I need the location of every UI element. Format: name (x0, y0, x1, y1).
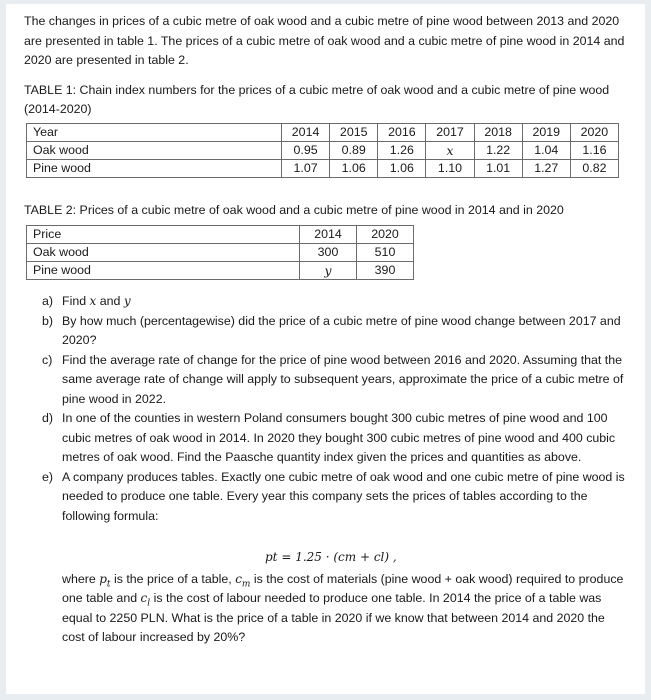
table-cell: 510 (357, 244, 414, 262)
math-variable: $p_t$ (99, 571, 111, 589)
table-cell: 1.16 (570, 141, 618, 159)
table-row (27, 123, 619, 141)
table-cell: 1.06 (330, 159, 378, 177)
math-variable: $c_m$ (235, 571, 251, 589)
table-row (27, 244, 414, 262)
table1-chain-index (26, 123, 619, 178)
table-cell: 300 (300, 244, 357, 262)
table-header-cell: 2016 (378, 123, 426, 141)
question-text: In one of the counties in western Poland consumers bought 300 cubic metres of pine wood and 100 cubic metres of oak wood in 2014. In 2020 they bought 300 cubic metres of pine wood and 400 cubic metres of oak wood. Find the Paasche quantity index given the prices and quantities as above. (62, 411, 616, 464)
question-text: is the price of a table, (110, 571, 236, 586)
table1-title: TABLE 1: Chain index numbers for the prices of a cubic metre of oak wood and a cubic metre of pine wood (2014-2020) (24, 82, 610, 116)
question-text: where (62, 571, 100, 586)
table-cell-unknown-y: y (300, 262, 357, 280)
table-header-cell: Year (27, 123, 282, 141)
question-e (42, 468, 627, 648)
table-cell: 0.89 (330, 141, 378, 159)
table-cell: 390 (357, 262, 414, 280)
table-cell: 1.07 (282, 159, 330, 177)
table-cell: 1.04 (522, 141, 570, 159)
table-cell: 1.01 (474, 159, 522, 177)
table2-prices (26, 225, 414, 280)
table-header-cell: 2014 (300, 226, 357, 244)
question-marker: e) (42, 469, 54, 484)
table-cell: 1.27 (522, 159, 570, 177)
math-variable: x (89, 294, 97, 308)
question-text: is the cost of materials (pine wood + oak wood) required to produce one table and (62, 571, 624, 605)
table-header-cell: 2017 (426, 123, 474, 141)
table-row-label: Pine wood (27, 159, 282, 177)
table-cell: 1.22 (474, 141, 522, 159)
question-b (42, 312, 627, 351)
question-text: A company produces tables. Exactly one cubic metre of oak wood and one cubic metre of pine wood is needed to produce one table. Every year this company sets the prices of tables according to the following formula: (62, 469, 625, 523)
question-text: is the cost of labour needed to produce one table. In 2014 the price of a table was equal to 2250 PLN. What is the price of a table in 2020 if we know that between 2014 and 2020 the cost of labour increased by 20%? (62, 591, 605, 644)
table-header-cell: 2020 (357, 226, 414, 244)
table-row (27, 226, 414, 244)
table-header-cell: 2019 (522, 123, 570, 141)
math-variable: y (123, 294, 131, 308)
question-text: and (96, 294, 124, 308)
question-d (42, 409, 627, 468)
table-header-cell: 2014 (282, 123, 330, 141)
question-marker: c) (42, 352, 53, 367)
table-cell: 0.82 (570, 159, 618, 177)
table-cell-unknown-x: x (426, 141, 474, 159)
table-row (27, 262, 414, 280)
table-header-cell: Price (27, 226, 300, 244)
question-marker: b) (42, 313, 54, 328)
math-variable: $c_l$ (140, 591, 151, 609)
table-cell: 1.06 (378, 159, 426, 177)
table-cell: 0.95 (282, 141, 330, 159)
table-row (27, 159, 619, 177)
question-text: Find the average rate of change for the price of pine wood between 2016 and 2020. Assuming that the same average rate of change will apply to subsequent years, approximate the price of a cubic metre of pine wood in 2022. (62, 352, 624, 406)
question-marker: a) (42, 294, 54, 308)
table-row-label: Oak wood (27, 244, 300, 262)
intro-paragraph: The changes in prices of a cubic metre of oak wood and a cubic metre of pine wood between 2013 and 2020 are presented in table 1. The prices of a cubic metre of oak wood and a cubic metre of pine wood in 2014 and 2020 are presented in table 2. (24, 14, 625, 67)
question-list (24, 292, 627, 648)
question-marker: d) (42, 411, 54, 425)
table-row-label: Pine wood (27, 262, 300, 280)
formula-text: pt = 1.25 · (cm + cl) , (265, 550, 397, 564)
question-c (42, 351, 627, 410)
table-cell: 1.10 (426, 159, 474, 177)
table-row-label: Oak wood (27, 141, 282, 159)
table-header-cell: 2015 (330, 123, 378, 141)
price-formula (62, 548, 627, 568)
question-text: By how much (percentagewise) did the price of a cubic metre of pine wood change between 2017 and 2020? (62, 313, 621, 347)
table2-title: TABLE 2: Prices of a cubic metre of oak wood and a cubic metre of pine wood in 2014 and in 2020 (24, 202, 564, 217)
table-header-cell: 2018 (474, 123, 522, 141)
table-cell: 1.26 (378, 141, 426, 159)
document-page (6, 4, 645, 694)
question-a (42, 292, 627, 312)
table-header-cell: 2020 (570, 123, 618, 141)
question-text: Find (62, 294, 90, 308)
table-row (27, 141, 619, 159)
